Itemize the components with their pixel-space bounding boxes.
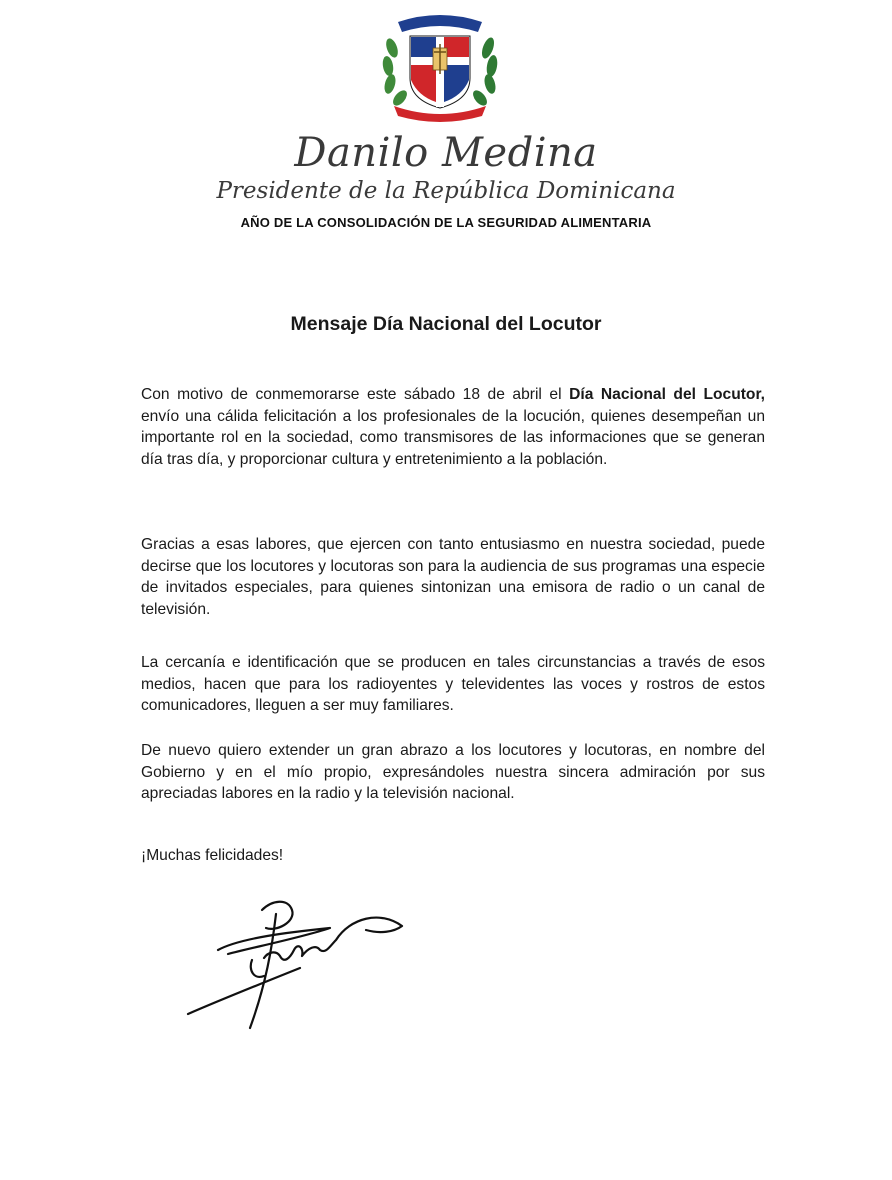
letterhead-name: Danilo Medina [294,130,598,176]
paragraph-4: De nuevo quiero extender un gran abrazo a los locutores y locutoras, en nombre del Gobierno y en el mío propio, expresándoles nuestra sincera admiración por sus apreciadas labores en la radio y la televisión nacional. [141,742,765,802]
closing-line: ¡Muchas felicidades! [141,847,284,864]
paragraph-1 [141,384,765,470]
paragraph-3: La cercanía e identificación que se producen en tales circunstancias a través de esos medios, hacen que para los radioyentes y televidentes las voces y rostros de estos comunicadores, lleguen a ser muy familiares. [141,654,765,714]
paragraph-1-bold: Día Nacional del Locutor, [569,386,765,403]
letterhead-role: Presidente de la República Dominicana [216,178,676,204]
document-title: Mensaje Día Nacional del Locutor [290,313,602,335]
coat-of-arms-icon [378,8,502,124]
paragraph-1-start: Con motivo de conmemorarse este sábado 18 de abril el [141,386,570,403]
paragraph-1-rest: envío una cálida felicitación a los profesionales de la locución, quienes desempeñan un importante rol en la sociedad, como transmisores de las informaciones que se generan día tras día, y proporcionar cultura y entretenimiento a la población. [141,407,765,468]
paragraph-2: Gracias a esas labores, que ejercen con tanto entusiasmo en nuestra sociedad, puede decirse que los locutores y locutoras son para la audiencia de sus programas una especie de invitados especiales, para quienes sintonizan una emisora de radio o un canal de televisión. [141,536,765,618]
year-motto: AÑO DE LA CONSOLIDACIÓN DE LA SEGURIDAD ALIMENTARIA [240,215,652,230]
handwritten-signature [180,888,420,1038]
